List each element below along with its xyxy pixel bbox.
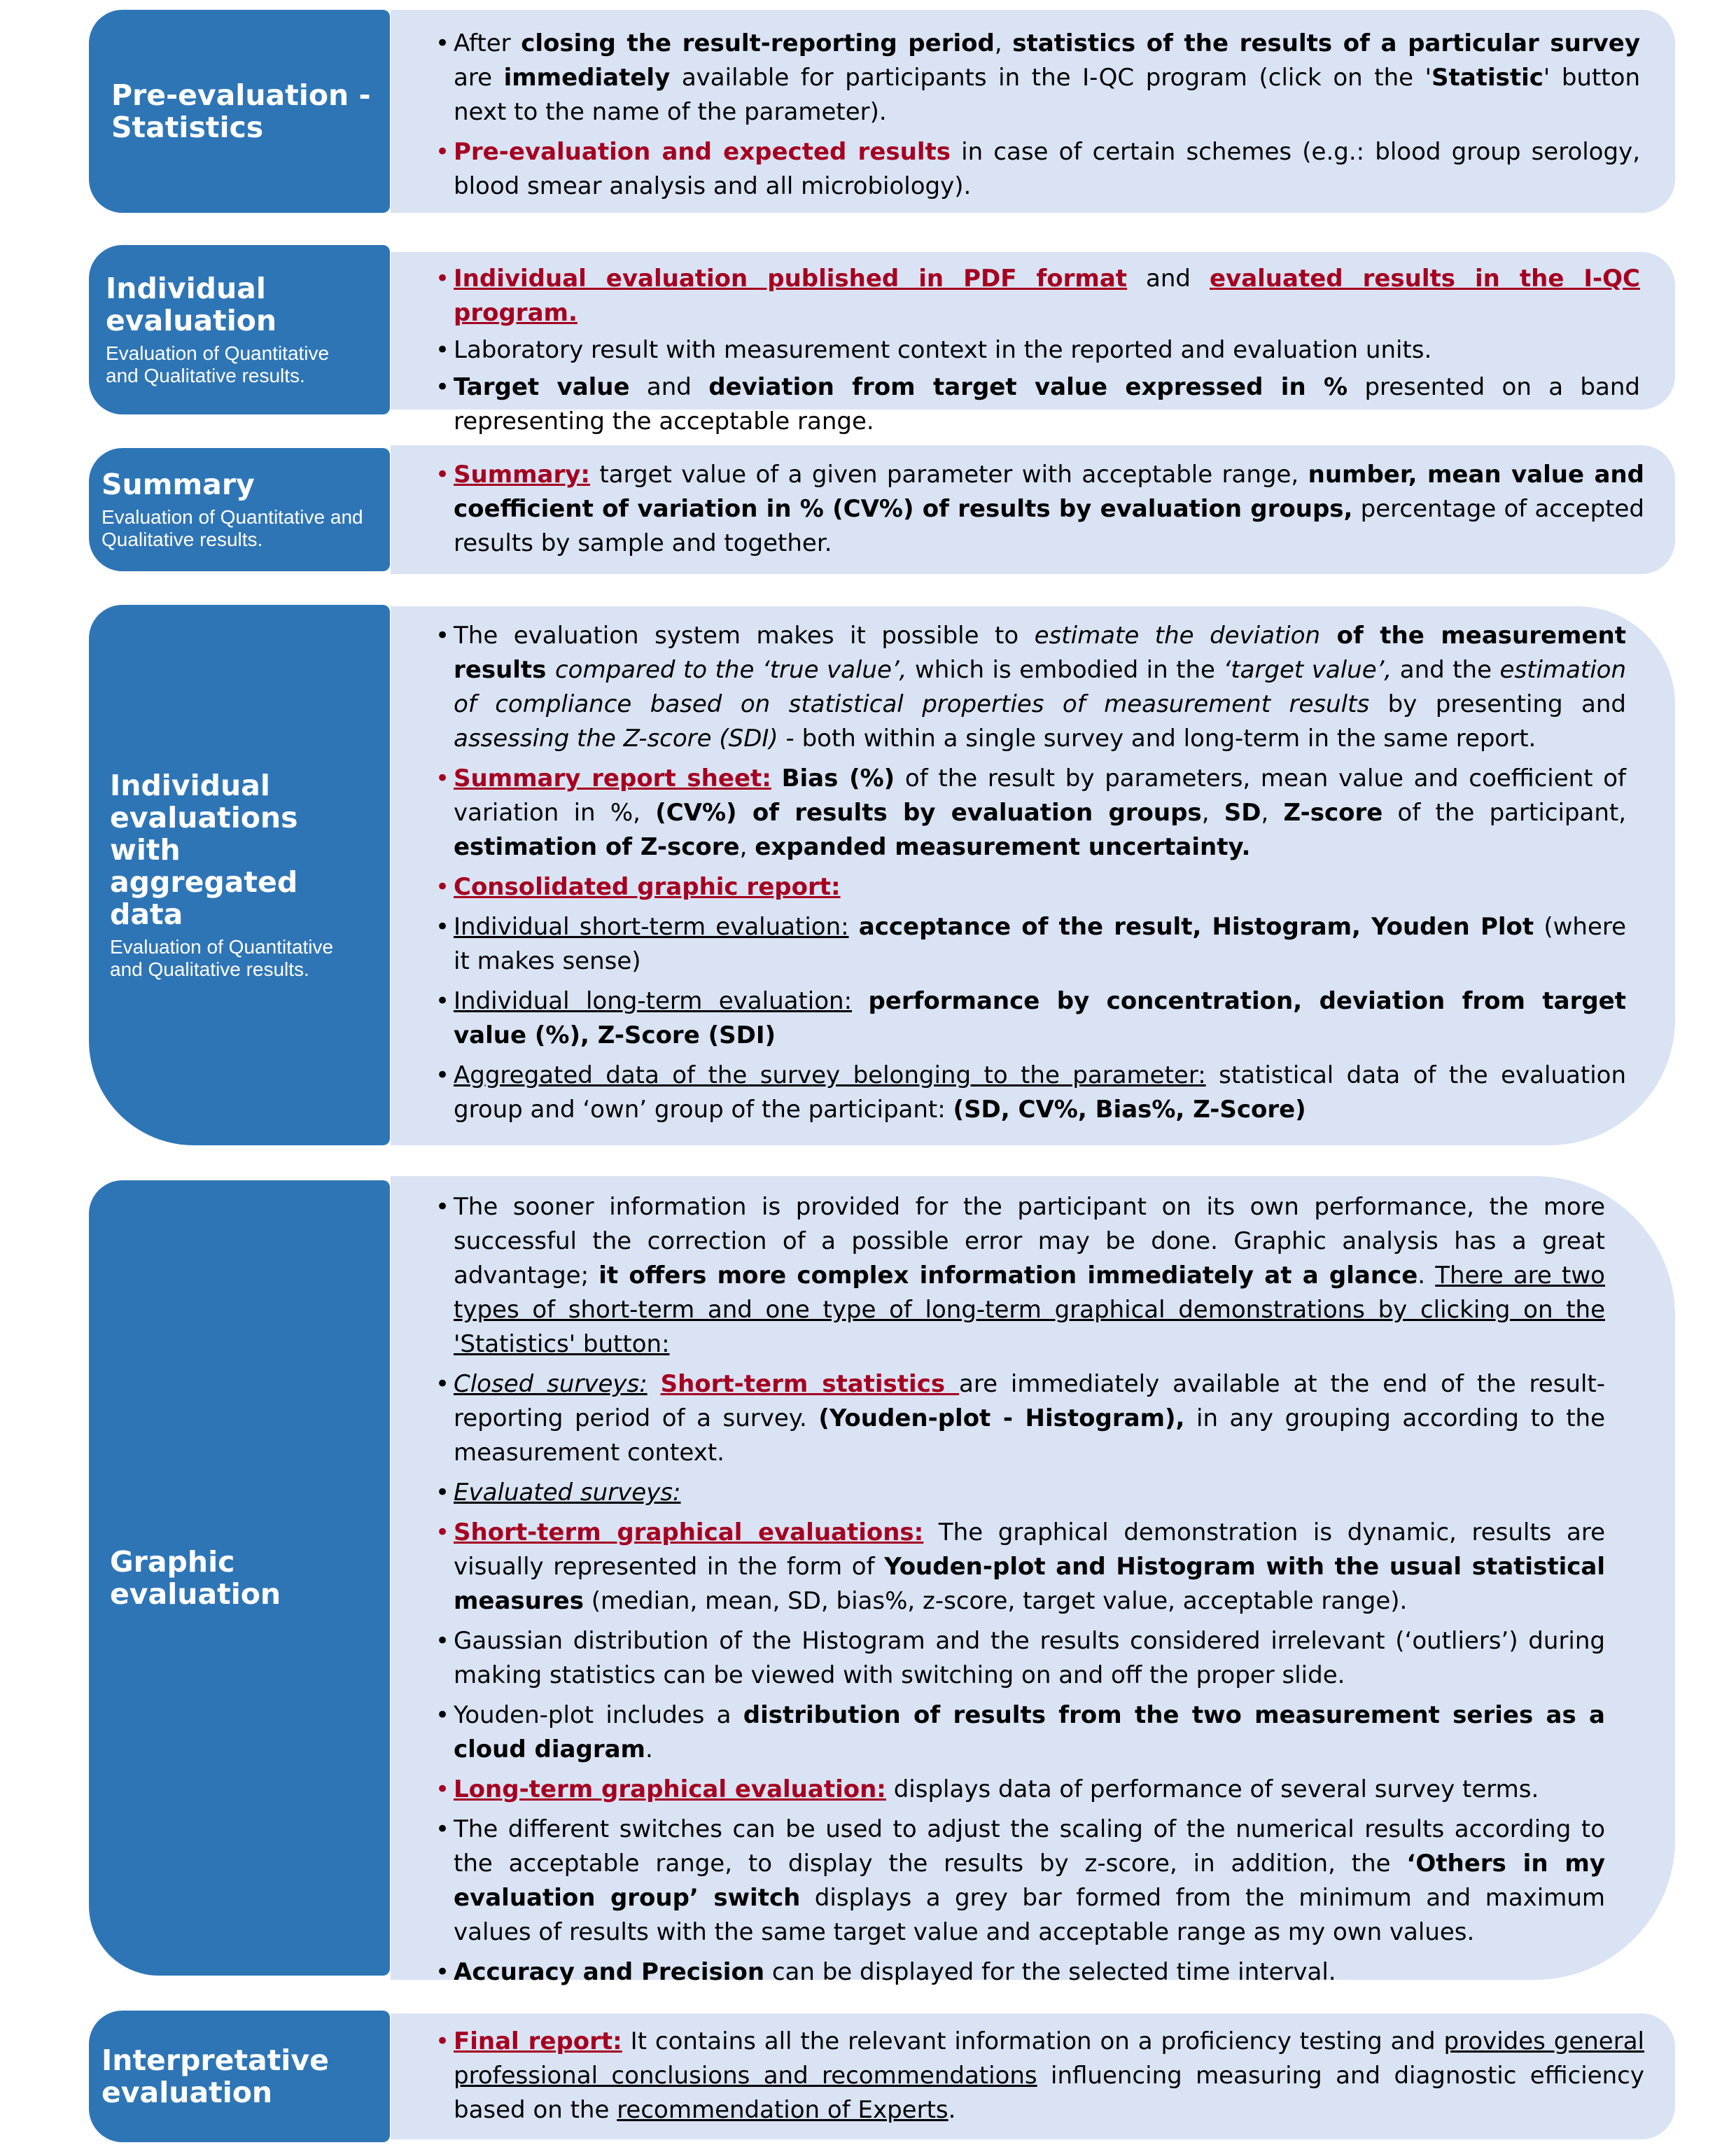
section-title: Pre-evaluation - Statistics — [111, 78, 371, 144]
section-label — [89, 245, 390, 414]
section-content — [391, 445, 1675, 574]
bullet-list — [414, 619, 1626, 1127]
section-subtitle: Evaluation of Quantitative and Qualitative results. — [102, 506, 363, 550]
bullet-item: • Accuracy and Precision can be displayed for the selected time interval. — [414, 1955, 1605, 1990]
bullet-item: • Gaussian distribution of the Histogram and the results considered irrelevant (‘outliers’) during making statistics can be viewed with switching on and off the proper slide. — [414, 1624, 1605, 1693]
link-iqc-results[interactable]: evaluated results in the I-QC program. — [454, 265, 1640, 327]
section-content — [391, 1176, 1675, 1986]
section-label — [89, 2011, 390, 2142]
section-title: Graphic evaluation — [110, 1545, 281, 1611]
section-title: Summary — [102, 468, 255, 501]
section-label — [89, 448, 390, 571]
bullet-item: • The different switches can be used to adjust the scaling of the numerical results according to the acceptable range, to display the results by z-score, in addition, the ‘Others in my evaluation group’ switch displays a grey bar formed from the minimum and maximum values of results with the same target value and acceptable range as my own values. — [414, 1812, 1605, 1950]
section-title: Interpretative evaluation — [102, 2043, 329, 2109]
bullet-item: • Evaluated surveys: — [414, 1476, 1605, 1510]
link-pdf-evaluation[interactable]: Individual evaluation published in PDF format — [454, 265, 1128, 293]
section-content — [391, 252, 1675, 435]
link-short-term-statistics[interactable]: Short-term statistics — [660, 1370, 960, 1398]
bullet-item: • Individual short-term evaluation: acceptance of the result, Histogram, Youden Plot (where it makes sense) — [414, 910, 1626, 979]
link-summary-report-sheet[interactable]: Summary report sheet: — [454, 764, 771, 792]
section-subtitle: Evaluation of Quantitative and Qualitative results. — [110, 936, 334, 980]
bullet-item: • The sooner information is provided for the participant on its own performance, the more successful the correction of a possible error may be done. Graphic analysis has a great advantage; it offers more complex information immediately at a glance. There are two types of short-term and one type of long-term graphical demonstrations by clicking on the 'Statistics' button: — [414, 1190, 1605, 1362]
bullet-item: • Closed surveys: Short-term statistics are immediately available at the end of the result-reporting period of a survey. (Youden-plot - Histogram), in any grouping according to the measurement context. — [414, 1367, 1605, 1470]
bullet-item: • Individual evaluation published in PDF format and evaluated results in the I-QC program. — [414, 262, 1640, 330]
bullet-item: • Aggregated data of the survey belonging to the parameter: statistical data of the evaluation group and ‘own’ group of the participant: (SD, CV%, Bias%, Z-Score) — [414, 1058, 1626, 1127]
section-label — [89, 1180, 390, 1976]
bullet-item: • Pre-evaluation and expected results in case of certain schemes (e.g.: blood group serology, blood smear analysis and all microbiology). — [414, 135, 1640, 204]
bullet-item: • Laboratory result with measurement context in the reported and evaluation units. — [414, 333, 1640, 368]
bullet-list — [414, 1190, 1605, 1990]
link-consolidated-graphic-report[interactable]: Consolidated graphic report: — [454, 873, 841, 901]
bullet-list — [414, 262, 1640, 439]
bullet-item: • Short-term graphical evaluations: The graphical demonstration is dynamic, results are visually represented in the form of Youden-plot and Histogram with the usual statistical measures (median, mean, SD, bias%, z-score, target value, acceptable range). — [414, 1516, 1605, 1619]
link-summary[interactable]: Summary: — [454, 461, 591, 489]
section-title: Individual evaluation — [106, 272, 277, 337]
link-final-report[interactable]: Final report: — [454, 2027, 622, 2055]
section-label — [89, 10, 390, 213]
bullet-item: • After closing the result-reporting period, statistics of the results of a particular survey are immediately available for participants in the I-QC program (click on the 'Statistic' button next to the name of the parameter). — [414, 27, 1640, 130]
bullet-list — [414, 2025, 1644, 2127]
link-short-term-graphical-evaluations[interactable]: Short-term graphical evaluations: — [454, 1518, 924, 1546]
section-subtitle: Evaluation of Quantitative and Qualitative results. — [106, 342, 330, 386]
bullet-item: • Youden-plot includes a distribution of results from the two measurement series as a cloud diagram. — [414, 1698, 1605, 1767]
bullet-item: • Individual long-term evaluation: performance by concentration, deviation from target value (%), Z-Score (SDI) — [414, 984, 1626, 1053]
link-long-term-graphical-evaluation[interactable]: Long-term graphical evaluation: — [454, 1775, 886, 1803]
section-content — [391, 10, 1675, 213]
bullet-item — [414, 870, 1626, 904]
bullet-item: • Final report: It contains all the relevant information on a proficiency testing and provides general professional conclusions and recommendations influencing measuring and diagnostic efficiency based on the recommendation of Experts. — [414, 2025, 1644, 2127]
bullet-item: • Summary: target value of a given parameter with acceptable range, number, mean value and coefficient of variation in % (CV%) of results by evaluation groups, percentage of accepted results by sample and together. — [414, 458, 1644, 561]
section-content — [391, 2013, 1675, 2139]
section-label — [89, 605, 390, 1145]
bullet-item: • Summary report sheet: Bias (%) of the result by parameters, mean value and coefficient of variation in %, (CV%) of results by evaluation groups, SD, Z-score of the participant, estimation of Z-score, expanded measurement uncertainty. — [414, 762, 1626, 865]
bullet-list — [414, 27, 1640, 204]
bullet-item: • Long-term graphical evaluation: displays data of performance of several survey terms. — [414, 1773, 1605, 1807]
bullet-list — [414, 458, 1644, 561]
section-title: Individual evaluations with aggregated data — [110, 769, 298, 931]
section-content — [391, 606, 1675, 1145]
bullet-item: • Target value and deviation from target value expressed in % presented on a band representing the acceptable range. — [414, 370, 1640, 439]
bullet-item: • The evaluation system makes it possible to estimate the deviation of the measurement results compared to the ‘true value’, which is embodied in the ‘target value’, and the estimation of compliance based on statistical properties of measurement results by presenting and assessing the Z-score (SDI) - both within a single survey and long-term in the same report. — [414, 619, 1626, 756]
